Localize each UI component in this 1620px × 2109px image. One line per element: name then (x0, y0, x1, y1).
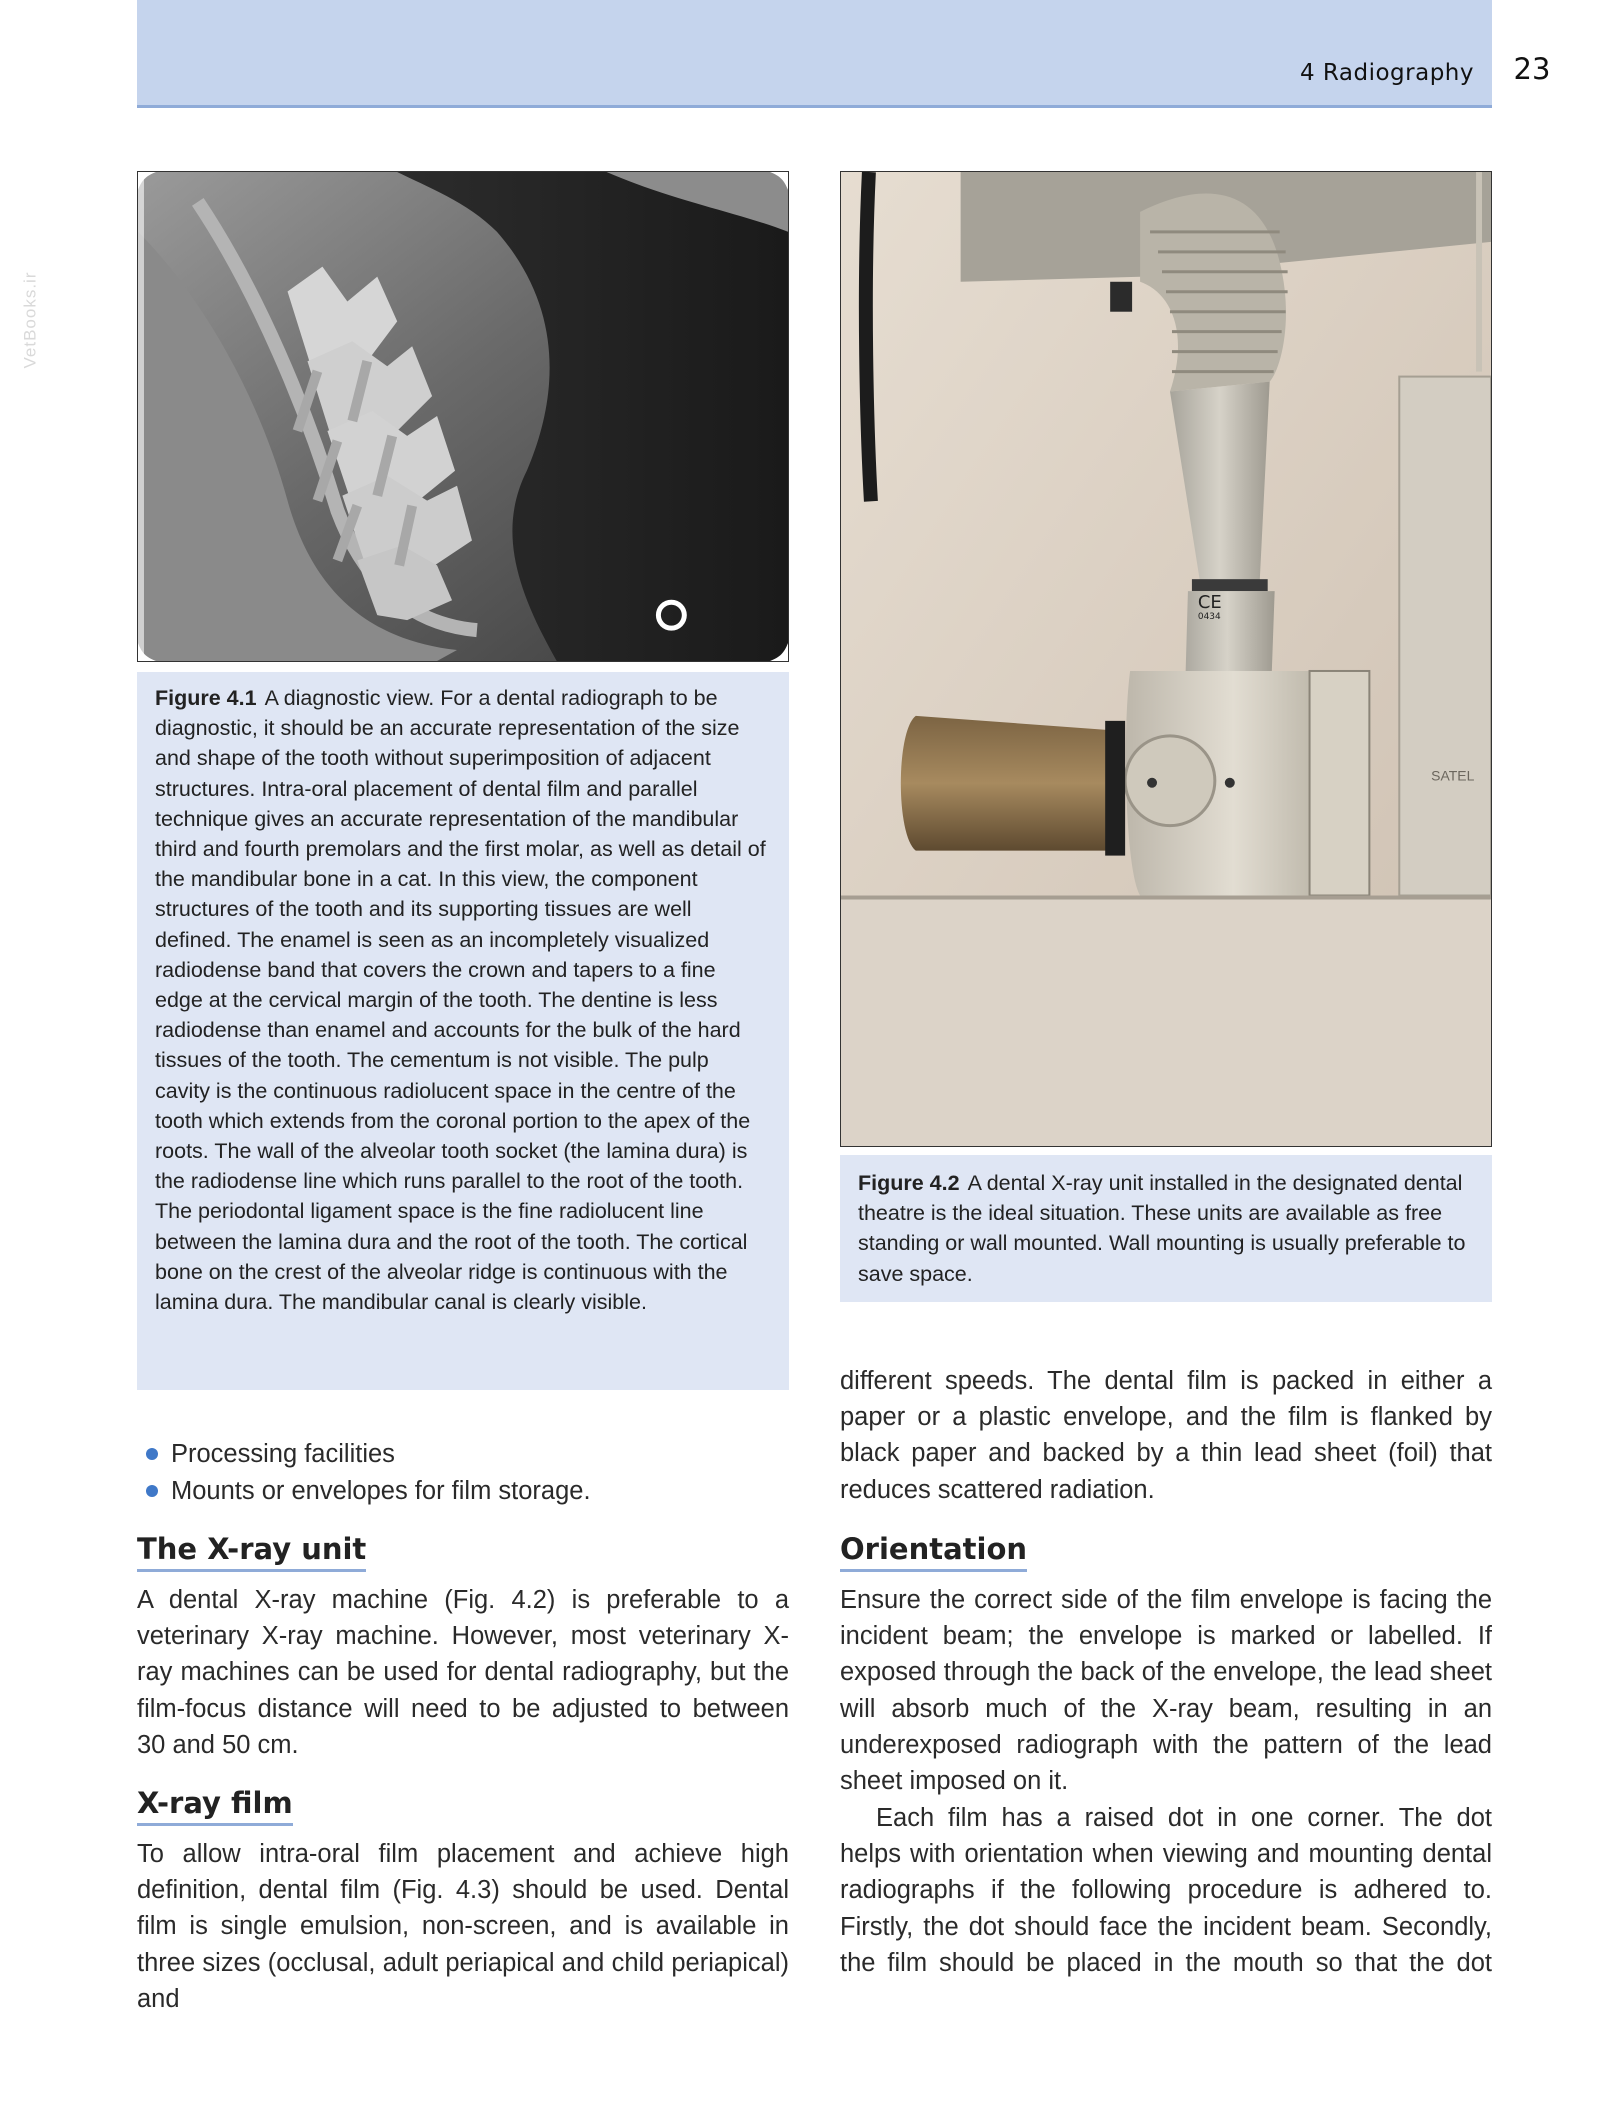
figure-4-1-image (137, 171, 789, 662)
bullet-icon (146, 1448, 158, 1460)
heading-xray-film: X-ray film (137, 1786, 293, 1826)
figure-4-2-caption (840, 1155, 1492, 1302)
paragraph-xray-unit: A dental X-ray machine (Fig. 4.2) is preferable to a veterinary X-ray machine. However, most veterinary X-ray machines can be used for dental radiography, but the film-focus distance will need to be adjusted to between 30 and 50 cm. (137, 1586, 789, 1759)
paragraph-orientation-1: Ensure the correct side of the film envelope is facing the incident beam; the envelope is marked or labelled. If exposed through the back of the envelope, the lead sheet will absorb much of the X-ray beam, resulting in an underexposed radiograph with the pattern of the lead sheet imposed on it. (840, 1586, 1492, 1796)
ce-number: 0434 (1197, 612, 1221, 623)
figure-4-1-caption (137, 672, 789, 1390)
list-item: Processing facilities (146, 1436, 591, 1473)
bullet-icon (146, 1485, 158, 1497)
caption-text: A dental X-ray unit installed in the designated dental theatre is the ideal situation. These units are available as free standing or wall mounted. Wall mounting is usually preferable to save space. (858, 1171, 1466, 1286)
running-title: 4 Radiography (1299, 60, 1474, 86)
list-item: Mounts or envelopes for film storage. (146, 1473, 591, 1510)
paragraph-xray-film: To allow intra-oral film placement and achieve high definition, dental film (Fig. 4.3) should be used. Dental film is single emulsion, non-screen, and is available in three sizes (occlusal, adult periapical and child periapical) and (137, 1840, 789, 2013)
figure-4-2-image (840, 171, 1492, 1147)
caption-label: Figure 4.1 (155, 686, 257, 710)
page-number: 23 (1513, 52, 1551, 86)
brand-label: SATEL (1431, 767, 1475, 784)
ce-mark: CE (1197, 592, 1222, 614)
paragraph-orientation-2: Each film has a raised dot in one corner. The dot helps with orientation when viewing and mounting dental radiographs if the following procedure is adhered to. Firstly, the dot should face the incident beam. Secondly, the film should be placed in the mouth so that the dot (840, 1804, 1492, 1977)
caption-label: Figure 4.2 (858, 1171, 960, 1195)
heading-orientation: Orientation (840, 1532, 1027, 1572)
paragraph-film-speeds: different speeds. The dental film is packed in either a paper or a plastic envelope, and the film is flanked by black paper and backed by a thin lead sheet (foil) that reduces scattered radiation. (840, 1367, 1492, 1504)
xray-unit-illustration (841, 172, 1491, 1146)
radiograph-illustration (138, 172, 788, 661)
running-header-band (137, 0, 1492, 108)
caption-text: A diagnostic view. For a dental radiograph to be diagnostic, it should be an accurate representation of the size and shape of the tooth without superimposition of adjacent structures. Intra-oral placement of dental film and parallel technique gives an accurate representation of the mandibular third and fourth premolars and the first molar, as well as detail of the mandibular bone in a cat. In this view, the component structures of the tooth and its supporting tissues are well defined. The enamel is seen as an incompletely visualized radiodense band that covers the crown and tapers to a fine edge at the cervical margin of the tooth. The dentine is less radiodense than enamel and accounts for the bulk of the hard tissues of the tooth. The cementum is not visible. The pulp cavity is the continuous radiolucent space in the centre of the tooth which extends from the coronal portion to the apex of the roots. The wall of the alveolar tooth socket (the lamina dura) is the radiodense line which runs parallel to the root of the tooth. The periodontal ligament space is the fine radiolucent line between the lamina dura and the root of the tooth. The cortical bone on the crest of the alveolar ridge is continuous with the lamina dura. The mandibular canal is clearly visible. (155, 686, 766, 1315)
equipment-bullet-list (146, 1436, 591, 1509)
heading-xray-unit: The X-ray unit (137, 1532, 366, 1572)
watermark: VetBooks.ir (20, 271, 40, 369)
